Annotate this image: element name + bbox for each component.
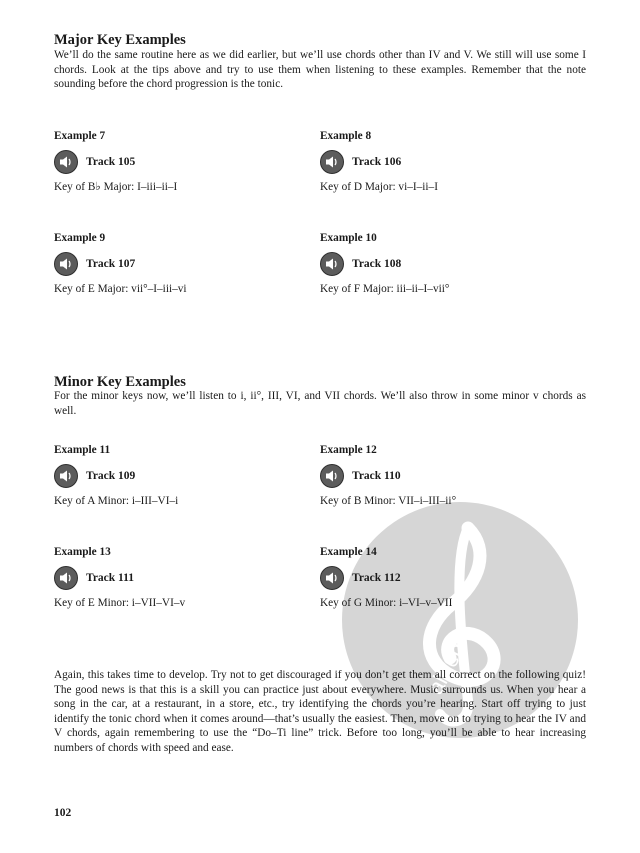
example-11 [54,443,314,508]
track-row[interactable] [54,566,314,590]
track-row[interactable] [320,566,580,590]
key-progression: Key of F Major: iii–ii–I–vii° [320,283,450,295]
track-label: Track 106 [352,156,402,168]
speaker-icon[interactable] [54,150,78,174]
example-title: Example 9 [54,232,106,244]
key-progression: Key of B♭ Major: I–iii–ii–I [54,181,178,193]
track-label: Track 109 [86,470,136,482]
key-progression: Key of E Major: vii°–I–iii–vi [54,283,187,295]
example-8 [320,129,580,194]
speaker-icon[interactable] [320,150,344,174]
minor-intro-paragraph: For the minor keys now, we’ll listen to i, ii°, III, VI, and VII chords. We’ll also throw in some minor v chords as well. [54,390,586,417]
example-7 [54,129,314,194]
example-13 [54,545,314,610]
track-row[interactable] [54,464,314,488]
example-10 [320,231,580,296]
major-section-heading: Major Key Examples [54,32,186,48]
speaker-icon[interactable] [320,464,344,488]
track-label: Track 111 [86,572,135,584]
speaker-icon[interactable] [320,252,344,276]
example-12 [320,443,580,508]
track-label: Track 110 [352,470,401,482]
example-title: Example 14 [320,546,377,558]
track-row[interactable] [54,252,314,276]
speaker-icon[interactable] [320,566,344,590]
example-9 [54,231,314,296]
key-progression: Key of D Major: vi–I–ii–I [320,181,438,193]
track-label: Track 107 [86,258,136,270]
example-title: Example 11 [54,444,111,456]
track-label: Track 112 [352,572,401,584]
page-number: 102 [54,807,72,819]
track-row[interactable] [320,150,580,174]
key-progression: Key of B Minor: VII–i–III–ii° [320,495,457,507]
major-intro-paragraph: We’ll do the same routine here as we did earlier, but we’ll use chords other than IV and V. We still will use some I chords. Look at the tips above and try to use them when listening to these examples. Remember that the note sounding before the chord progression is the tonic. [54,49,586,91]
track-row[interactable] [320,252,580,276]
track-row[interactable] [54,150,314,174]
track-label: Track 108 [352,258,402,270]
key-progression: Key of G Minor: i–VI–v–VII [320,597,453,609]
minor-section-heading: Minor Key Examples [54,374,186,390]
speaker-icon[interactable] [54,566,78,590]
closing-paragraph: Again, this takes time to develop. Try not to get discouraged if you don’t get them all correct on the following quiz! The good news is that this is a skill you can practice just about everywhere. Music surrounds us. When you hear a song in the car, at a restaurant, in a store, etc., try identifying the chords you’re hearing. Start off trying to just identify the tonic chord when it comes around—that’s usually the easiest. Then, move on to trying to hear the IV and V chords, again remembering to use the “Do–Ti line” trick. Before too long, you’ll be able to hear increasing numbers of chords with speed and ease. [54,669,586,754]
watermark-text: alfred [422,638,471,699]
track-label: Track 105 [86,156,136,168]
example-title: Example 10 [320,232,377,244]
example-title: Example 12 [320,444,377,456]
key-progression: Key of E Minor: i–VII–VI–v [54,597,186,609]
example-title: Example 7 [54,130,106,142]
example-title: Example 8 [320,130,372,142]
track-row[interactable] [320,464,580,488]
example-title: Example 13 [54,546,111,558]
speaker-icon[interactable] [54,252,78,276]
speaker-icon[interactable] [54,464,78,488]
example-14 [320,545,580,610]
key-progression: Key of A Minor: i–III–VI–i [54,495,179,507]
